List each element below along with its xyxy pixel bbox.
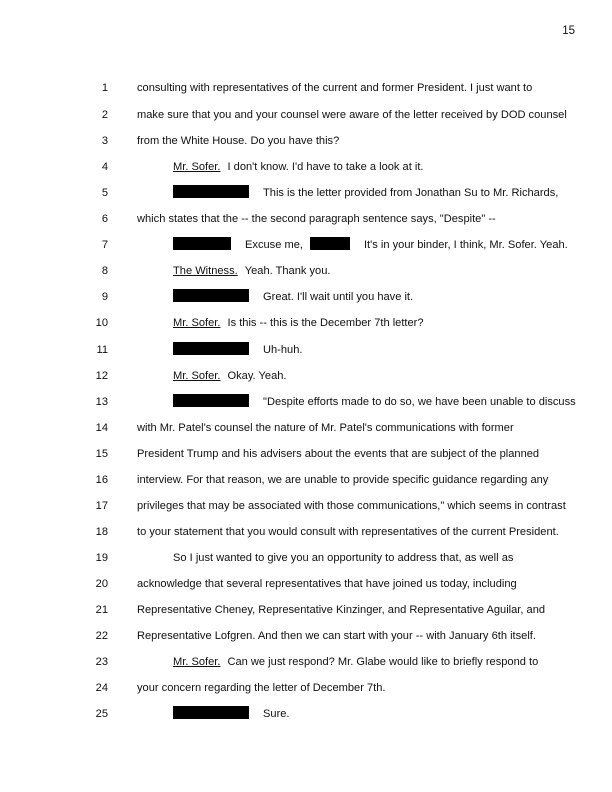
transcript-line <box>0 575 612 593</box>
line-number: 23 <box>95 656 108 668</box>
line-number: 9 <box>101 291 108 303</box>
speech-text: Great. I'll wait until you have it. <box>263 291 414 303</box>
redacted-name <box>310 237 350 250</box>
line-number: 2 <box>101 109 108 121</box>
transcript-line <box>0 341 612 359</box>
line-text: from the White House. Do you have this? <box>137 135 340 147</box>
transcript-line <box>0 445 612 463</box>
line-number: 5 <box>101 187 108 199</box>
line-text: to your statement that you would consult with representatives of the current President. <box>137 526 559 538</box>
line-number: 14 <box>95 422 108 434</box>
speech-text: Uh-huh. <box>263 344 303 356</box>
speech-text: Can we just respond? Mr. Glabe would like to briefly respond to <box>227 656 539 668</box>
redacted-speaker <box>173 237 231 250</box>
line-number: 4 <box>101 161 108 173</box>
line-text: with Mr. Patel's counsel the nature of Mr. Patel's communications with former <box>137 422 514 434</box>
line-number: 16 <box>95 474 108 486</box>
transcript-line <box>0 184 612 202</box>
line-text: make sure that you and your counsel were aware of the letter received by DOD counsel <box>137 109 567 121</box>
line-text: acknowledge that several representatives that have joined us today, including <box>137 578 517 590</box>
line-number: 6 <box>101 213 108 225</box>
line-text <box>173 653 538 671</box>
line-number: 7 <box>101 239 108 251</box>
transcript-line <box>0 158 612 176</box>
line-text <box>173 288 413 306</box>
speech-text: It's in your binder, I think, Mr. Sofer. Yeah. <box>363 239 568 251</box>
line-text <box>173 158 424 176</box>
transcript-line <box>0 601 612 619</box>
line-text: privileges that may be associated with those communications," which seems in contrast <box>137 500 566 512</box>
line-text <box>173 367 287 385</box>
line-text <box>173 393 576 411</box>
transcript-line <box>0 549 612 567</box>
line-text <box>173 705 290 723</box>
speech-text: Yeah. Thank you. <box>244 265 331 277</box>
line-number: 3 <box>101 135 108 147</box>
line-number: 22 <box>95 630 108 642</box>
redacted-speaker <box>173 394 249 407</box>
line-number: 15 <box>95 448 108 460</box>
line-text <box>173 314 424 332</box>
line-text <box>173 341 302 359</box>
line-number: 19 <box>95 552 108 564</box>
transcript-line <box>0 497 612 515</box>
speech-text: Excuse me, <box>245 239 303 251</box>
line-text <box>173 184 558 202</box>
speech-text: Sure. <box>263 708 290 720</box>
redacted-speaker <box>173 185 249 198</box>
line-number: 13 <box>95 396 108 408</box>
line-text <box>173 262 330 280</box>
line-text: consulting with representatives of the current and former President. I just want to <box>137 82 533 94</box>
speech-text: Okay. Yeah. <box>227 370 287 382</box>
speaker-label: Mr. Sofer. <box>173 317 221 329</box>
line-number: 12 <box>95 370 108 382</box>
transcript-line <box>0 367 612 385</box>
speech-text: This is the letter provided from Jonathan Su to Mr. Richards, <box>263 187 559 199</box>
transcript-line <box>0 393 612 411</box>
line-number: 24 <box>95 682 108 694</box>
transcript-line <box>0 106 612 124</box>
transcript-line <box>0 288 612 306</box>
speaker-label: Mr. Sofer. <box>173 161 221 173</box>
redacted-speaker <box>173 706 249 719</box>
line-text <box>173 236 568 254</box>
speech-text: Is this -- this is the December 7th letter? <box>227 317 424 329</box>
transcript-line <box>0 523 612 541</box>
line-text: Representative Cheney, Representative Kinzinger, and Representative Aguilar, and <box>137 604 546 616</box>
line-number: 8 <box>101 265 108 277</box>
line-text: So I just wanted to give you an opportunity to address that, as well as <box>173 552 514 564</box>
transcript-line <box>0 236 612 254</box>
line-number: 1 <box>101 82 108 94</box>
transcript-line <box>0 705 612 723</box>
line-number: 17 <box>95 500 108 512</box>
line-text: interview. For that reason, we are unable to provide specific guidance regarding any <box>137 474 549 486</box>
line-number: 11 <box>96 344 108 356</box>
line-number: 10 <box>95 317 108 329</box>
redacted-speaker <box>173 342 249 355</box>
transcript-line <box>0 419 612 437</box>
speech-text: "Despite efforts made to do so, we have been unable to discuss <box>263 396 576 408</box>
speech-text: I don't know. I'd have to take a look at it. <box>227 161 424 173</box>
speaker-label: The Witness. <box>173 265 238 277</box>
transcript-line <box>0 79 612 97</box>
speaker-label: Mr. Sofer. <box>173 370 221 382</box>
line-text: which states that the -- the second paragraph sentence says, "Despite" -- <box>137 213 496 225</box>
transcript-line <box>0 210 612 228</box>
line-text: President Trump and his advisers about the events that are subject of the planned <box>137 448 540 460</box>
line-number: 21 <box>95 604 108 616</box>
line-number: 20 <box>95 578 108 590</box>
transcript-line <box>0 262 612 280</box>
speaker-label: Mr. Sofer. <box>173 656 221 668</box>
transcript-line <box>0 679 612 697</box>
redacted-speaker <box>173 289 249 302</box>
line-number: 18 <box>95 526 108 538</box>
transcript-line <box>0 653 612 671</box>
line-number: 25 <box>95 708 108 720</box>
transcript-line <box>0 314 612 332</box>
transcript-line <box>0 471 612 489</box>
transcript-line <box>0 627 612 645</box>
line-text: Representative Lofgren. And then we can start with your -- with January 6th itself. <box>137 630 536 642</box>
line-text: your concern regarding the letter of December 7th. <box>137 682 386 694</box>
transcript-line <box>0 132 612 150</box>
page-number: 15 <box>562 25 575 37</box>
